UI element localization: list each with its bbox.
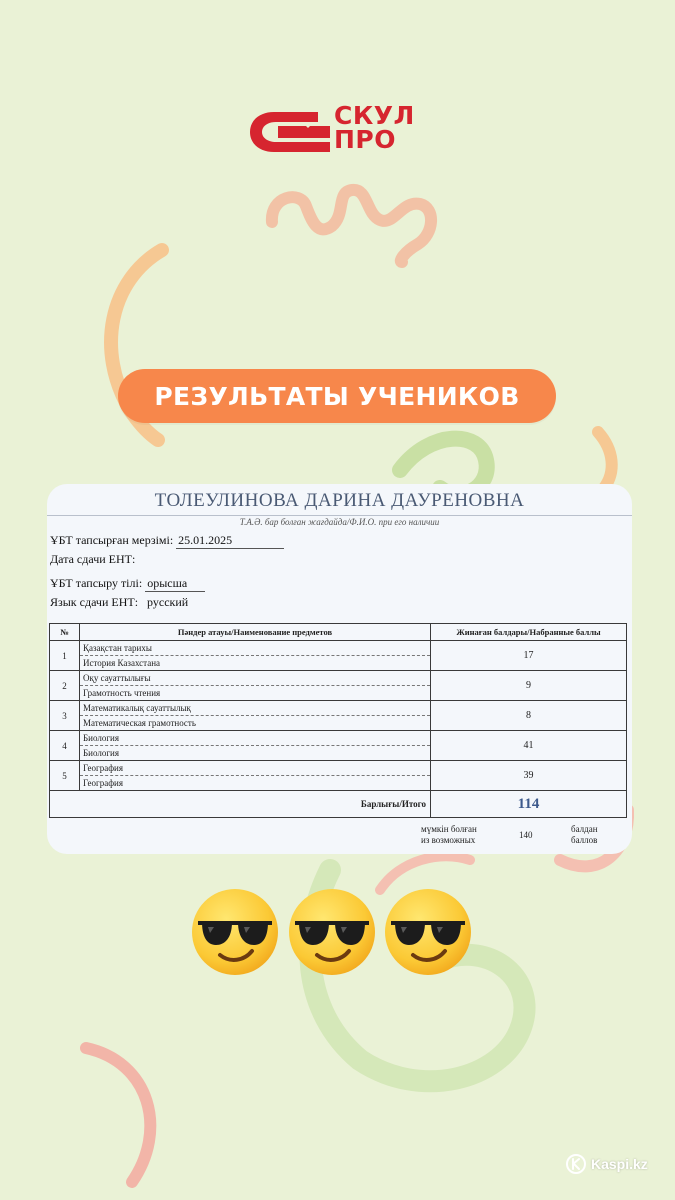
header-subject: Пәндер атауы/Наименование предметов bbox=[80, 624, 431, 641]
kaspi-watermark-text: Kaspi.kz bbox=[591, 1156, 648, 1172]
total-label: Барлығы/Итого bbox=[50, 791, 431, 818]
header-score: Жинаған балдары/Набранные баллы bbox=[431, 624, 627, 641]
table-row bbox=[50, 701, 627, 731]
sunglasses-emoji-icon bbox=[383, 887, 473, 977]
certificate-card bbox=[47, 484, 632, 854]
possible-unit-ru: баллов bbox=[571, 835, 598, 845]
exam-language-label-ru: Язык сдачи ЕНТ: bbox=[50, 595, 139, 609]
exam-language-label-kk: ҰБТ тапсыру тілі: bbox=[50, 576, 143, 590]
row-score: 8 bbox=[431, 701, 627, 731]
subject-name-kk: Математикалық сауаттылық bbox=[80, 701, 430, 716]
total-row bbox=[50, 791, 627, 818]
table-row bbox=[50, 761, 627, 791]
subject-name-kk: Оқу сауаттылығы bbox=[80, 671, 430, 686]
exam-language-field-ru bbox=[50, 595, 188, 610]
emoji-row bbox=[190, 887, 480, 982]
brand-name-line1: СКУЛ bbox=[334, 101, 415, 130]
subject-name-ru: Грамотность чтения bbox=[83, 688, 161, 698]
sunglasses-emoji-icon bbox=[190, 887, 280, 977]
table-row bbox=[50, 671, 627, 701]
brand-name-line2: ПРО bbox=[334, 125, 396, 154]
row-score: 9 bbox=[431, 671, 627, 701]
row-score: 39 bbox=[431, 761, 627, 791]
exam-date-label-ru: Дата сдачи ЕНТ: bbox=[50, 552, 136, 566]
subject-name-ru: География bbox=[83, 778, 123, 788]
subject-name-kk: Биология bbox=[80, 731, 430, 746]
brand-logo bbox=[248, 101, 428, 160]
possible-unit bbox=[571, 824, 598, 846]
subject-name-kk: Қазақстан тарихы bbox=[80, 641, 430, 656]
kaspi-watermark bbox=[566, 1153, 648, 1175]
student-full-name: ТОЛЕУЛИНОВА ДАРИНА ДАУРЕНОВНА bbox=[154, 490, 525, 511]
exam-date-value: 25.01.2025 bbox=[176, 533, 284, 549]
exam-date-field bbox=[50, 533, 284, 549]
name-underline bbox=[47, 515, 632, 516]
brand-name bbox=[334, 101, 415, 154]
possible-value: 140 bbox=[519, 830, 533, 840]
table-row bbox=[50, 641, 627, 671]
exam-language-field-kk bbox=[50, 576, 205, 592]
row-num: 3 bbox=[50, 701, 80, 731]
row-score: 17 bbox=[431, 641, 627, 671]
possible-label-ru: из возможных bbox=[421, 835, 476, 845]
row-num: 1 bbox=[50, 641, 80, 671]
subject-name-ru: Математическая грамотность bbox=[83, 718, 196, 728]
subject-name-ru: История Казахстана bbox=[83, 658, 161, 668]
kaspi-logo-icon bbox=[566, 1154, 586, 1174]
row-subject bbox=[80, 761, 431, 791]
row-subject bbox=[80, 671, 431, 701]
possible-unit-kk: балдан bbox=[571, 824, 598, 834]
total-score: 114 bbox=[431, 791, 627, 818]
possible-label bbox=[421, 824, 477, 846]
row-num: 5 bbox=[50, 761, 80, 791]
row-subject bbox=[80, 731, 431, 761]
sunglasses-emoji-icon bbox=[287, 887, 377, 977]
row-score: 41 bbox=[431, 731, 627, 761]
subject-name-kk: География bbox=[80, 761, 430, 776]
row-subject bbox=[80, 701, 431, 731]
header-num: № bbox=[50, 624, 80, 641]
results-banner: РЕЗУЛЬТАТЫ УЧЕНИКОВ bbox=[118, 369, 556, 423]
results-table bbox=[49, 623, 627, 818]
exam-date-label-kk: ҰБТ тапсырған мерзімі: bbox=[50, 533, 174, 547]
row-num: 4 bbox=[50, 731, 80, 761]
exam-language-value-kk: орысша bbox=[145, 576, 205, 592]
table-header-row bbox=[50, 624, 627, 641]
exam-language-value-ru: русский bbox=[147, 595, 189, 609]
name-caption: Т.А.Ә. бар болған жағдайда/Ф.И.О. при его наличии bbox=[239, 517, 440, 527]
table-row bbox=[50, 731, 627, 761]
subject-name-ru: Биология bbox=[83, 748, 120, 758]
row-num: 2 bbox=[50, 671, 80, 701]
possible-label-kk: мүмкін болған bbox=[421, 824, 477, 834]
brand-mark-icon bbox=[248, 108, 332, 156]
row-subject bbox=[80, 641, 431, 671]
